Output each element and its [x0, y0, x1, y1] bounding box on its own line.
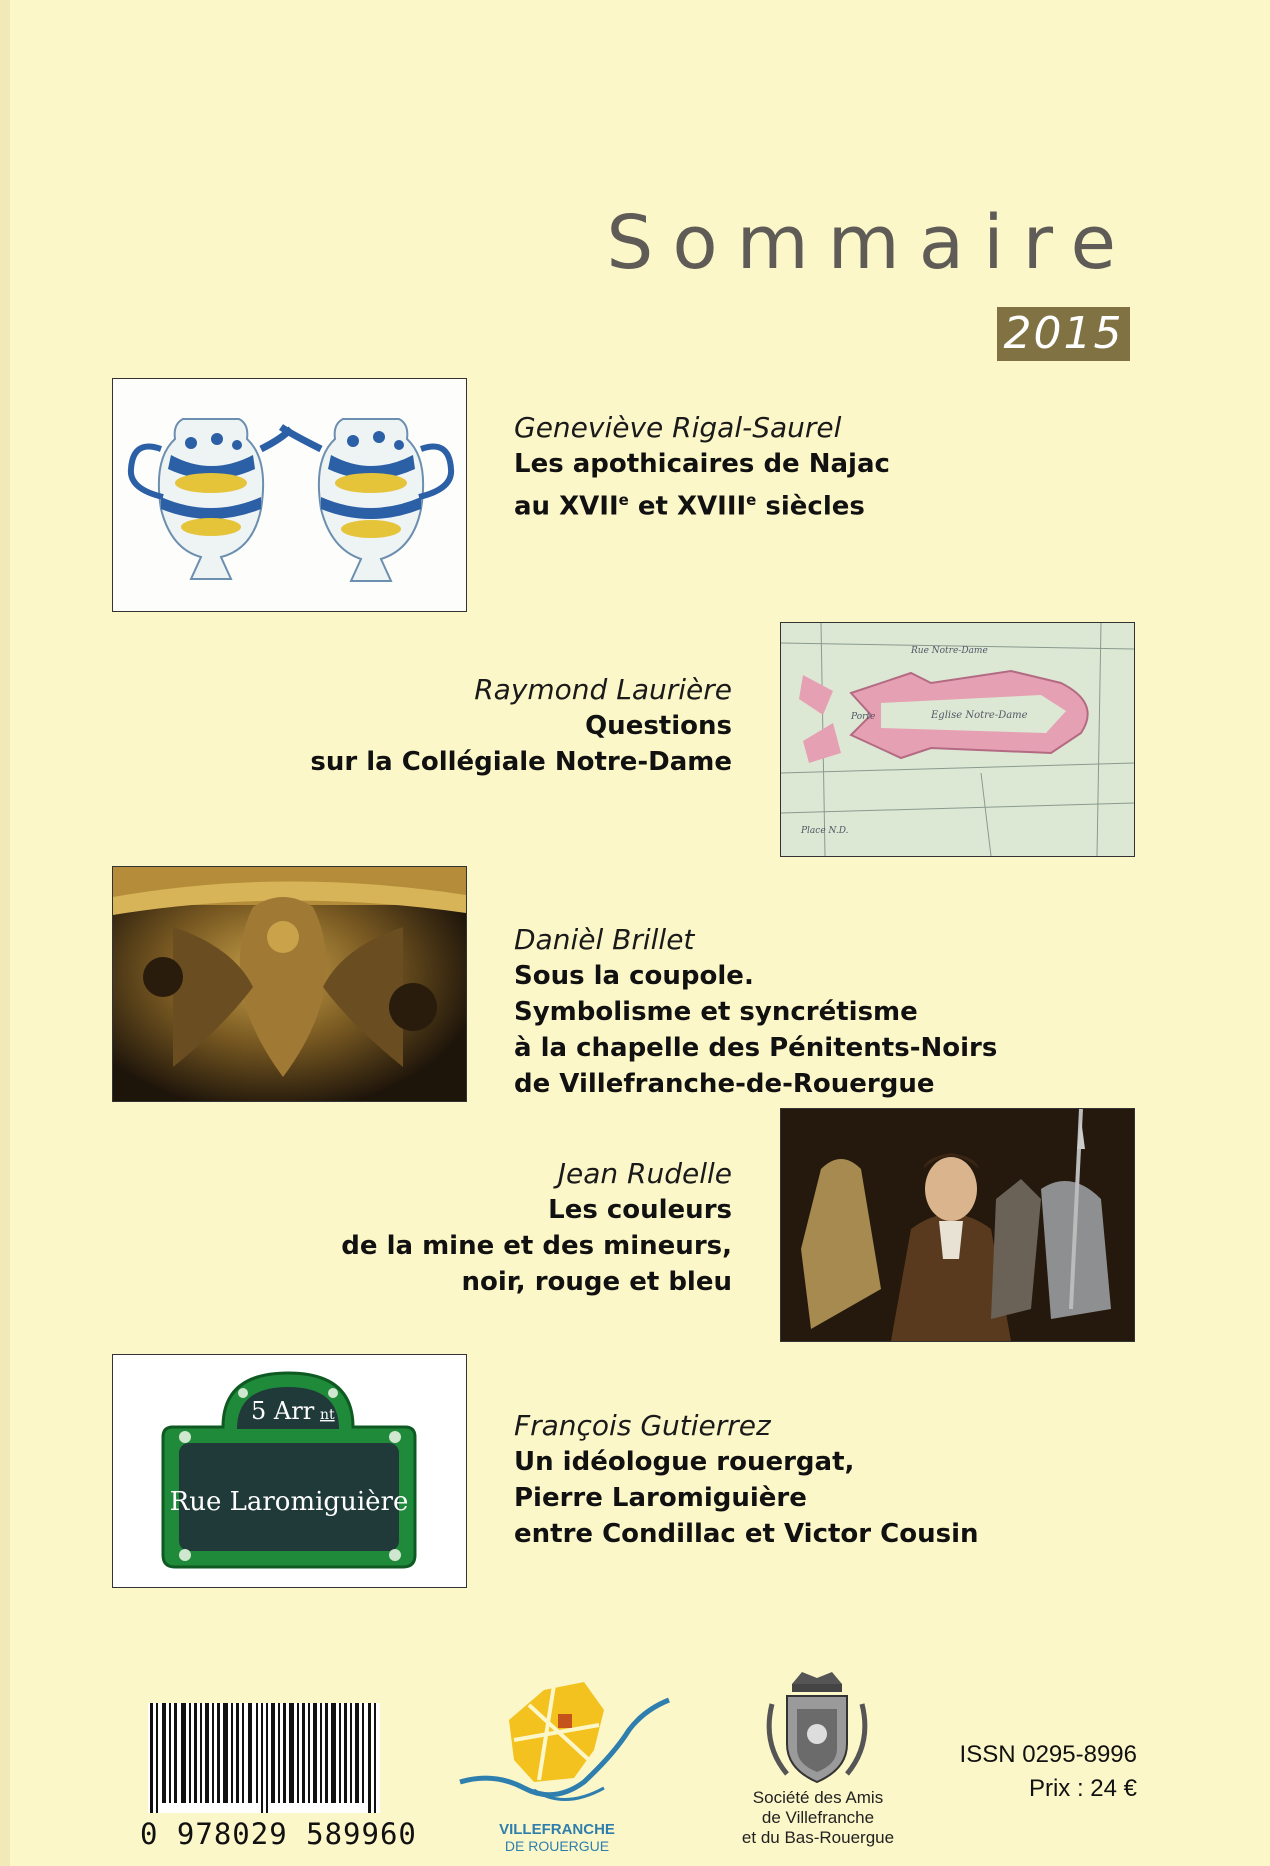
- entry-title-line: noir, rouge et bleu: [461, 1267, 732, 1297]
- mine-portrait-image: [780, 1108, 1135, 1342]
- entry-title-line: Un idéologue rouergat,: [514, 1447, 855, 1477]
- year-badge: 2015: [997, 307, 1130, 361]
- street-sign-image: [112, 1354, 467, 1588]
- entry-title-line: Pierre Laromiguière: [514, 1483, 807, 1513]
- entry-title-line: entre Condillac et Victor Cousin: [514, 1519, 979, 1549]
- entry-rudelle: [341, 1156, 732, 1300]
- entry-title-line: à la chapelle des Pénitents-Noirs: [514, 1033, 998, 1063]
- plan-label: Place N.D.: [801, 826, 849, 836]
- issn: ISSN 0295-8996: [959, 1741, 1137, 1768]
- entry-author: Raymond Laurière: [474, 673, 732, 706]
- entry-rigal-saurel: [514, 410, 890, 525]
- entry-author: Danièl Brillet: [514, 923, 695, 956]
- entry-author: Geneviève Rigal-Saurel: [514, 411, 842, 444]
- entry-author: François Gutierrez: [514, 1409, 771, 1442]
- entry-title-line: Les couleurs: [548, 1195, 732, 1225]
- logo-line: VILLEFRANCHE: [499, 1821, 615, 1838]
- publication-info: [960, 1738, 1137, 1806]
- entry-title-line: au XVIIe et XVIIIe siècles: [514, 491, 865, 522]
- gilded-eagle-image: [112, 866, 467, 1102]
- entry-title-line: Sous la coupole.: [514, 961, 754, 991]
- plan-label: Porte: [851, 712, 876, 722]
- church-plan-image: [780, 622, 1135, 857]
- villefranche-logo-text: [492, 1822, 622, 1854]
- society-line: Société des Amis: [752, 1788, 884, 1807]
- society-crest-icon: [762, 1664, 872, 1789]
- entry-gutierrez: [514, 1408, 979, 1552]
- entry-lauriere: [310, 672, 732, 780]
- entry-title-line: Les apothicaires de Najac: [514, 449, 890, 479]
- society-line: de Villefranche: [761, 1808, 875, 1827]
- entry-title-line: sur la Collégiale Notre-Dame: [310, 747, 732, 777]
- barcode-digits: 0 978029 589960: [140, 1817, 417, 1851]
- villefranche-logo: [454, 1670, 704, 1820]
- plan-label: Rue Notre-Dame: [911, 646, 988, 656]
- barcode: [148, 1703, 380, 1813]
- apothecary-jars-image: [112, 378, 467, 612]
- entry-title-line: Questions: [585, 711, 732, 741]
- society-name: [728, 1788, 908, 1848]
- entry-title-line: Symbolisme et syncrétisme: [514, 997, 918, 1027]
- price: Prix : 24 €: [1028, 1775, 1137, 1802]
- page-edge: [0, 0, 10, 1866]
- sign-arrondissement-sup: nt: [320, 1407, 335, 1423]
- plan-label: Eglise Notre-Dame: [931, 710, 1028, 721]
- logo-line: DE ROUERGUE: [504, 1838, 610, 1854]
- society-line: et du Bas-Rouergue: [741, 1828, 895, 1847]
- entry-brillet: [514, 922, 997, 1102]
- entry-title-line: de Villefranche-de-Rouergue: [514, 1069, 935, 1099]
- page-title: Sommaire: [606, 200, 1135, 286]
- sign-arrondissement: 5 Arr: [251, 1397, 315, 1425]
- sign-street-name: Rue Laromiguière: [169, 1487, 409, 1517]
- entry-title-line: de la mine et des mineurs,: [341, 1231, 732, 1261]
- entry-author: Jean Rudelle: [557, 1157, 732, 1190]
